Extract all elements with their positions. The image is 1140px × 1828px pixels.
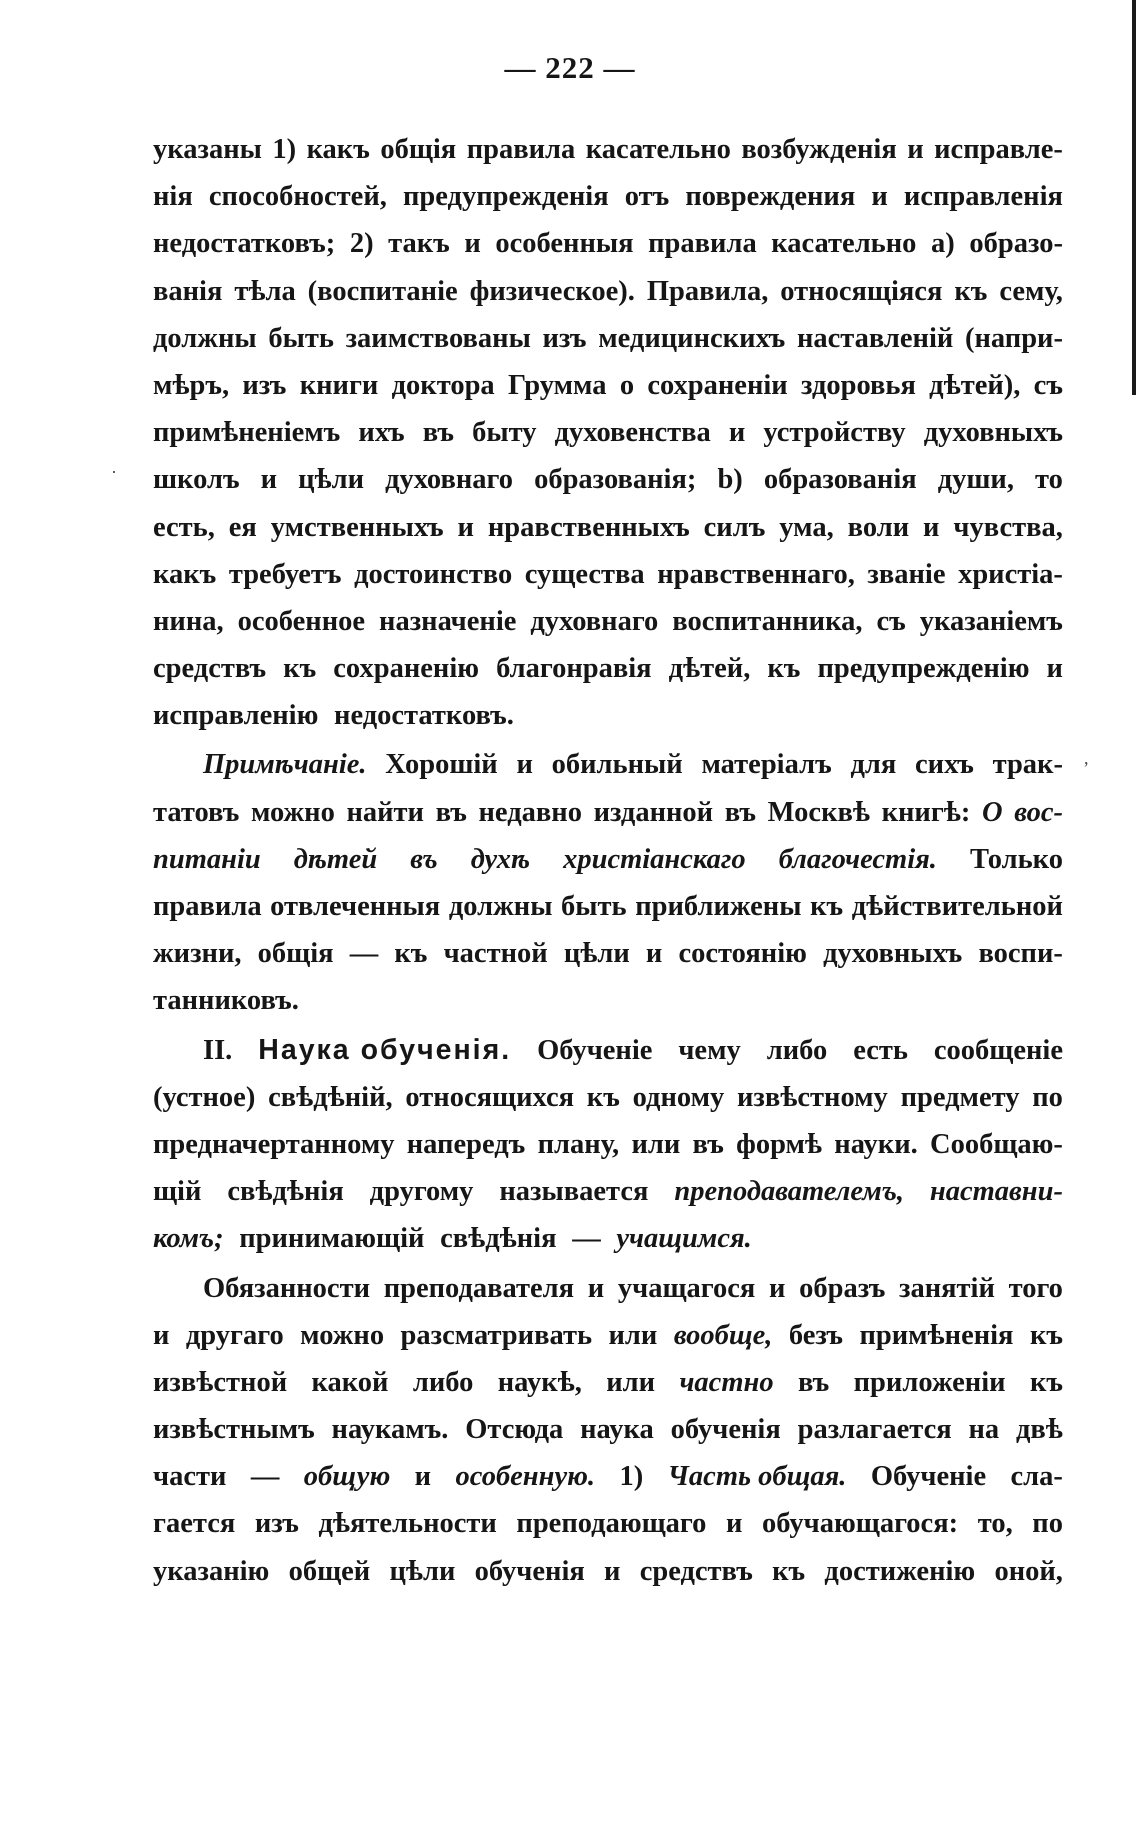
text-line xyxy=(153,1027,1063,1074)
word: танниковъ. xyxy=(153,985,299,1017)
word: жизни, xyxy=(153,938,242,970)
word: гается xyxy=(153,1508,236,1540)
word: общія xyxy=(380,134,457,165)
word: состоянію xyxy=(678,938,807,970)
word: безъ xyxy=(788,1319,843,1351)
word: формѣ xyxy=(736,1128,823,1160)
word: и xyxy=(726,1508,743,1540)
word: примѣненіемъ xyxy=(153,417,341,449)
word: и xyxy=(923,511,940,543)
word: можно xyxy=(250,796,335,828)
word: нія xyxy=(153,181,193,213)
margin-mark-right: , xyxy=(1084,748,1089,768)
word: духовныхъ xyxy=(923,417,1063,449)
italic-word: О xyxy=(982,796,1003,828)
word: a) xyxy=(931,228,955,260)
word: либо xyxy=(766,1034,828,1066)
word: о xyxy=(619,369,635,401)
paragraph-p1 xyxy=(153,126,1063,739)
word: для xyxy=(850,749,897,781)
word: есть, xyxy=(153,511,215,543)
text-line xyxy=(153,1168,1063,1215)
word: нравственныхъ xyxy=(487,511,690,543)
word: одному xyxy=(632,1081,725,1113)
text-line xyxy=(153,1312,1063,1359)
word: указаны xyxy=(153,134,262,165)
word: физическое). xyxy=(469,275,635,307)
word: напередъ xyxy=(406,1128,526,1160)
word: Отсюда xyxy=(465,1414,564,1446)
word: предупрежденія xyxy=(403,181,609,213)
word: образо- xyxy=(969,228,1063,260)
text-line xyxy=(153,789,1063,836)
word: трак- xyxy=(992,749,1063,781)
word: къ xyxy=(283,653,317,685)
page-number: — 222 — xyxy=(504,50,636,85)
word: въ xyxy=(422,417,455,449)
text-line xyxy=(153,1074,1063,1121)
word: разсматривать xyxy=(400,1319,593,1351)
word: свѣдѣнія xyxy=(440,1223,557,1255)
italic-word: общую xyxy=(303,1461,391,1493)
word: дѣтей, xyxy=(668,653,751,685)
text-line xyxy=(153,1265,1063,1312)
word: исправле- xyxy=(934,134,1063,165)
word: ихъ xyxy=(358,417,405,449)
word: изъ xyxy=(542,322,587,354)
word: b) xyxy=(717,464,743,496)
italic-word: вос- xyxy=(1014,796,1063,828)
word: свѣдѣнія xyxy=(227,1176,344,1208)
word: изъ xyxy=(242,369,287,401)
word: преподавателя xyxy=(383,1272,575,1304)
word: въ xyxy=(724,796,757,828)
word: книгѣ: xyxy=(881,796,971,828)
word: въ xyxy=(435,796,467,828)
italic-word: въ xyxy=(410,843,438,875)
word: и xyxy=(769,1272,786,1304)
word: и xyxy=(645,938,663,970)
word: Обязанности xyxy=(203,1272,370,1304)
word: изданной xyxy=(593,796,714,828)
text-line xyxy=(153,315,1063,362)
word: преподающаго xyxy=(516,1508,707,1540)
italic-word: преподавателемъ, xyxy=(674,1176,904,1208)
word: званіе xyxy=(867,558,946,590)
section-heading: Наука обученія. xyxy=(258,1033,512,1066)
word: 1) xyxy=(619,1461,644,1493)
word: изъ xyxy=(254,1508,299,1540)
word: духовенства xyxy=(554,417,711,449)
paragraph-p3 xyxy=(153,1027,1063,1263)
word: обильный xyxy=(551,749,683,781)
word: Сообщаю- xyxy=(930,1128,1063,1160)
word: плану, xyxy=(537,1128,620,1160)
italic-word: комъ; xyxy=(153,1223,224,1255)
word: науки. xyxy=(834,1128,918,1160)
word: чему xyxy=(678,1034,741,1066)
word: найти xyxy=(346,796,424,828)
word: обученія xyxy=(474,1555,585,1587)
word: особенное xyxy=(237,605,366,637)
word: относящіяся xyxy=(780,275,943,307)
word: того xyxy=(1008,1272,1063,1304)
word: возбужденія xyxy=(741,134,897,165)
paragraph-p4 xyxy=(153,1265,1063,1595)
word: сообщеніе xyxy=(933,1034,1063,1066)
word: приближены xyxy=(635,891,802,922)
word: здоровья xyxy=(801,369,916,401)
word: должны xyxy=(153,322,257,354)
word: такъ xyxy=(388,228,450,260)
word: есть xyxy=(853,1034,908,1066)
word: правила xyxy=(153,891,262,922)
word: доктора xyxy=(391,369,495,401)
word: наставленій xyxy=(796,322,954,354)
italic-word: благочестія. xyxy=(778,843,937,875)
word: достиженію xyxy=(824,1555,976,1587)
word: особенныя xyxy=(495,228,634,260)
word: или xyxy=(606,1366,656,1398)
text-line xyxy=(153,1406,1063,1453)
word: духовныхъ xyxy=(823,938,963,970)
word: въ xyxy=(692,1128,724,1160)
text-line xyxy=(153,598,1063,645)
word: предупрежденію xyxy=(817,653,1030,685)
word: (напри- xyxy=(965,322,1063,354)
word: способностей, xyxy=(208,181,387,213)
italic-word: учащимся. xyxy=(616,1223,752,1255)
word: съ xyxy=(1033,369,1063,401)
word: образъ xyxy=(799,1272,886,1304)
word: принимающій xyxy=(239,1223,425,1255)
word: наука xyxy=(580,1414,654,1446)
word: 2) xyxy=(349,228,374,260)
word: нравственнаго, xyxy=(657,558,855,590)
word: матеріалъ xyxy=(701,749,832,781)
text-line xyxy=(153,1215,1063,1262)
word: цѣли xyxy=(389,1555,456,1587)
word: касательно xyxy=(771,228,917,260)
word: къ xyxy=(954,275,988,307)
word: ума, xyxy=(779,511,834,543)
word: тѣла xyxy=(234,275,296,307)
word: образованія xyxy=(763,464,917,496)
text-line xyxy=(153,551,1063,598)
word: медицинскихъ xyxy=(598,322,786,354)
word: христіа- xyxy=(958,558,1063,590)
text-line xyxy=(153,362,1063,409)
word: быть xyxy=(268,322,334,354)
word: Только xyxy=(970,843,1063,875)
text-line xyxy=(153,883,1063,930)
text-line xyxy=(153,126,1063,173)
word: назначеніе xyxy=(379,605,517,637)
text-line xyxy=(153,1453,1063,1500)
word: — xyxy=(572,1223,601,1255)
italic-word: дѣтей xyxy=(293,843,378,875)
word: учащагося xyxy=(617,1272,756,1304)
word: къ xyxy=(767,653,801,685)
word: по xyxy=(1032,1508,1063,1540)
word: цѣли xyxy=(563,938,630,970)
word: дѣтей), xyxy=(929,369,1021,401)
word: нина, xyxy=(153,605,224,637)
word: благонравія xyxy=(496,653,652,685)
word: ванія xyxy=(153,275,223,307)
word: правила xyxy=(648,228,757,260)
word: то, xyxy=(977,1508,1013,1540)
word: части xyxy=(153,1461,227,1493)
word: къ xyxy=(394,938,428,970)
word: и xyxy=(604,1555,621,1587)
word: называется xyxy=(499,1176,649,1208)
word: образованія; xyxy=(534,464,697,496)
text-line xyxy=(153,741,1063,788)
word: или xyxy=(631,1128,681,1160)
text-line xyxy=(153,268,1063,315)
text-line xyxy=(153,1121,1063,1168)
text-line xyxy=(153,504,1063,551)
word: (устное) xyxy=(153,1081,256,1113)
italic-word: Часть общая. xyxy=(667,1461,847,1493)
word: школъ xyxy=(153,464,240,496)
word: средствъ xyxy=(639,1555,753,1587)
word: воспи- xyxy=(978,938,1063,970)
word: другаго xyxy=(185,1319,284,1351)
word: недостатковъ; xyxy=(153,228,336,260)
word: духовнаго xyxy=(385,464,514,496)
word: Обученіе xyxy=(537,1034,653,1066)
text-line xyxy=(153,220,1063,267)
word: 1) xyxy=(272,134,297,165)
word: должны xyxy=(448,891,553,922)
word: указаніемъ xyxy=(919,605,1063,637)
word: обученія xyxy=(670,1414,781,1446)
italic-word: вообще, xyxy=(673,1319,773,1351)
word: сла- xyxy=(1010,1461,1063,1493)
italic-word: наставни- xyxy=(929,1176,1063,1208)
word: наукѣ, xyxy=(497,1366,582,1398)
text-line xyxy=(153,173,1063,220)
word: правила xyxy=(466,134,576,165)
word: или xyxy=(608,1319,658,1351)
word: исправленію xyxy=(153,700,319,732)
word: сохраненію xyxy=(333,653,480,685)
word: и xyxy=(516,749,533,781)
word: недавно xyxy=(478,796,582,828)
word: сохраненіи xyxy=(647,369,788,401)
word: и xyxy=(153,1319,170,1351)
margin-mark-left: · xyxy=(111,462,117,482)
word: къ xyxy=(810,891,844,922)
italic-word: христіанскаго xyxy=(563,843,746,875)
text-line xyxy=(153,409,1063,456)
word: требуетъ xyxy=(228,558,342,590)
word: отвлеченныя xyxy=(270,891,441,922)
text-line xyxy=(153,692,1063,739)
word: сихъ xyxy=(915,749,974,781)
body-text xyxy=(153,126,1063,1595)
word: общей xyxy=(288,1555,371,1587)
word: къ xyxy=(586,1081,620,1113)
word: къ xyxy=(772,1555,806,1587)
word: и xyxy=(1046,653,1063,685)
word: существа xyxy=(524,558,645,590)
word: двѣ xyxy=(1015,1414,1063,1446)
word: силъ xyxy=(703,511,766,543)
word: извѣстной xyxy=(153,1366,288,1398)
italic-word: духѣ xyxy=(470,843,531,875)
text-line xyxy=(153,1548,1063,1595)
word: Обученіе xyxy=(870,1461,987,1493)
word: и xyxy=(457,511,474,543)
word: приложеніи xyxy=(853,1366,1006,1398)
word: духовнаго xyxy=(530,605,659,637)
word: и xyxy=(728,417,746,449)
word: — xyxy=(349,938,379,970)
word: указанію xyxy=(153,1555,270,1587)
word: въ xyxy=(797,1366,830,1398)
italic-word: частно xyxy=(679,1366,774,1398)
word: разлагается xyxy=(797,1414,952,1446)
word: какой xyxy=(311,1366,389,1398)
text-line xyxy=(153,977,1063,1024)
word: другому xyxy=(369,1176,474,1208)
word: и xyxy=(871,181,888,213)
word: наукамъ. xyxy=(331,1414,449,1446)
word: относящихся xyxy=(405,1081,575,1113)
word: съ xyxy=(876,605,906,637)
word: какъ xyxy=(153,558,217,590)
word: и xyxy=(907,134,924,165)
word: воспитанника, xyxy=(672,605,863,637)
word: мѣръ, xyxy=(153,369,230,401)
word: и xyxy=(414,1461,432,1493)
word: и xyxy=(587,1272,605,1304)
word: умственныхъ xyxy=(270,511,444,543)
word: Правила, xyxy=(646,275,769,307)
word: дѣйствительной xyxy=(851,891,1063,922)
word: недостатковъ. xyxy=(334,700,514,732)
text-line xyxy=(153,1500,1063,1547)
text-line xyxy=(153,1359,1063,1406)
word: быту xyxy=(472,417,537,449)
word: воли xyxy=(847,511,910,543)
text-line xyxy=(153,645,1063,692)
word: сему, xyxy=(999,275,1063,307)
word: частной xyxy=(443,938,548,970)
word: щій xyxy=(153,1176,202,1208)
word: на xyxy=(968,1414,1000,1446)
word: Грумма xyxy=(507,369,607,401)
word: быть xyxy=(561,891,627,922)
word: души, xyxy=(937,464,1014,496)
word: обучающагося: xyxy=(762,1508,959,1540)
word: дѣятельности xyxy=(318,1508,497,1540)
word: по xyxy=(1032,1081,1063,1113)
word: достоинство xyxy=(354,558,513,590)
word: то xyxy=(1035,464,1063,496)
word: устройству xyxy=(763,417,906,449)
word: и xyxy=(464,228,481,260)
word: и xyxy=(260,464,278,496)
word: Москвѣ xyxy=(767,796,870,828)
word: II. xyxy=(203,1034,233,1066)
word: повреждения xyxy=(685,181,856,213)
word: — xyxy=(250,1461,280,1493)
word: оной, xyxy=(994,1555,1063,1587)
word: предмету xyxy=(900,1081,1020,1113)
italic-word: особенную. xyxy=(455,1461,596,1493)
word: ея xyxy=(228,511,257,543)
word: исправленія xyxy=(903,181,1063,213)
word: предначертанному xyxy=(153,1128,395,1160)
word: къ xyxy=(1029,1319,1063,1351)
word: либо xyxy=(412,1366,474,1398)
text-line xyxy=(153,930,1063,977)
word: можно xyxy=(300,1319,385,1351)
text-line xyxy=(153,836,1063,883)
italic-word: питаніи xyxy=(153,843,261,875)
word: книги xyxy=(299,369,379,401)
word: примѣненія xyxy=(859,1319,1014,1351)
word: общія xyxy=(257,938,334,970)
word: свѣдѣній, xyxy=(268,1081,393,1113)
word: извѣстному xyxy=(737,1081,888,1113)
word: извѣстнымъ xyxy=(153,1414,315,1446)
word: Хорошій xyxy=(385,749,498,781)
word: какъ xyxy=(306,134,370,165)
word: къ xyxy=(1029,1366,1063,1398)
word: (воспитаніе xyxy=(307,275,458,307)
italic-word: Примѣчаніе. xyxy=(203,749,367,781)
paragraph-p2 xyxy=(153,741,1063,1024)
word: касательно xyxy=(585,134,731,165)
word: отъ xyxy=(624,181,670,213)
word: татовъ xyxy=(153,796,240,828)
word: заимствованы xyxy=(345,322,531,354)
word: средствъ xyxy=(153,653,267,685)
word: чувства, xyxy=(953,511,1063,543)
text-line xyxy=(153,456,1063,503)
word: цѣли xyxy=(298,464,365,496)
word: занятій xyxy=(899,1272,995,1304)
